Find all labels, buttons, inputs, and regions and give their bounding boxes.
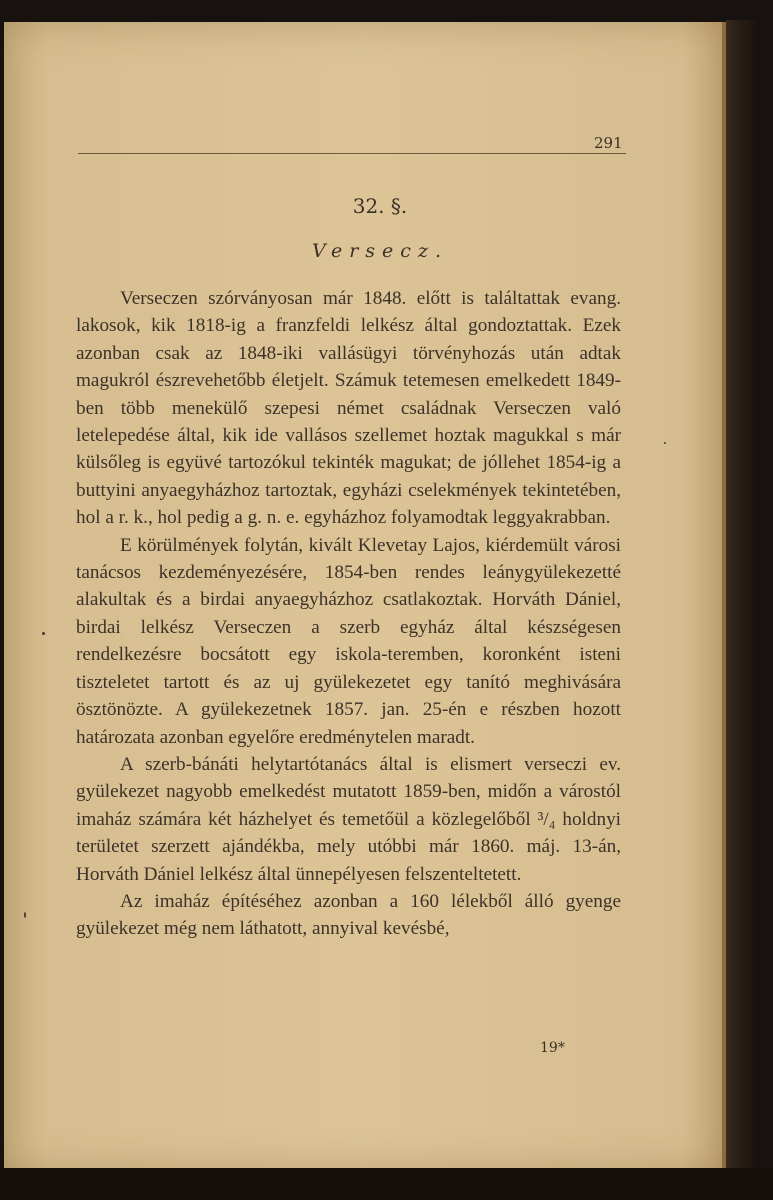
body-text <box>76 285 621 943</box>
paragraph: A szerb-bánáti helytartótanács által is elismert verseczi ev. gyülekezet nagyobb emelkedést mutatott 1859-ben, midőn a várostól imaház számára két házhelyet és temetőül a közlegelőből ³/₄ holdnyi területet szerzett ajándékba, mely utóbbi már 1860. máj. 13-án, Horváth Dániel lelkész által ünnepélyesen felszenteltetett. <box>76 753 621 885</box>
paper-speck <box>664 442 666 444</box>
section-number: 32. §. <box>352 194 408 218</box>
book-page <box>4 22 726 1172</box>
page-number: 291 <box>594 134 623 152</box>
paragraph: E körülmények folytán, kivált Klevetay Lajos, kiérdemült városi tanácsos kezdeményezésére, 1854-ben rendes leánygyülekezetté alakultak és a birdai anyaegyházhoz csatlakoztak. Horváth Dániel, birdai lelkész Verseczen a szerb egyház által készségesen rendelkezésre bocsátott egy iskola-teremben, koronként isteni tiszteletet tartott és az uj gyülekezetet egy tanító meghivására ösztönözte. A gyülekezetnek 1857. jan. 25-én e részben hozott határozata azonban egyelőre eredménytelen maradt. <box>76 534 621 748</box>
paragraph: Az imaház építéséhez azonban a 160 lélekből álló gyenge gyülekezet még nem láthatott, annyival kevésbé, <box>76 890 621 940</box>
book-spine <box>726 20 756 1180</box>
scan-bottom-edge <box>0 1168 773 1200</box>
header-rule <box>78 153 626 154</box>
section-title: Versecz. <box>312 240 448 262</box>
signature-mark: 19* <box>540 1040 565 1056</box>
paragraph: Verseczen szórványosan már 1848. előtt is találtattak evang. lakosok, kik 1818-ig a franzfeldi lelkész által gondoztattak. Ezek azonban csak az 1848-iki vallásügyi törvényhozás után adtak magukról észrevehetőbb életjelt. Számuk tetemesen emelkedett 1849-ben több menekülő szepesi német családnak Verseczen való letelepedése által, kik ide vallásos szellemet hoztak magukkal s már külsőleg is együvé tartozókul tekinték magukat; de jóllehet 1854-ig a buttyini anyaegyházhoz tartoztak, egyházi cselekmények tekintetében, hol a r. k., hol pedig a g. n. e. egyházhoz folyamodtak leggyakrabban. <box>76 288 621 529</box>
paper-speck <box>42 632 45 635</box>
paper-speck <box>24 912 26 918</box>
